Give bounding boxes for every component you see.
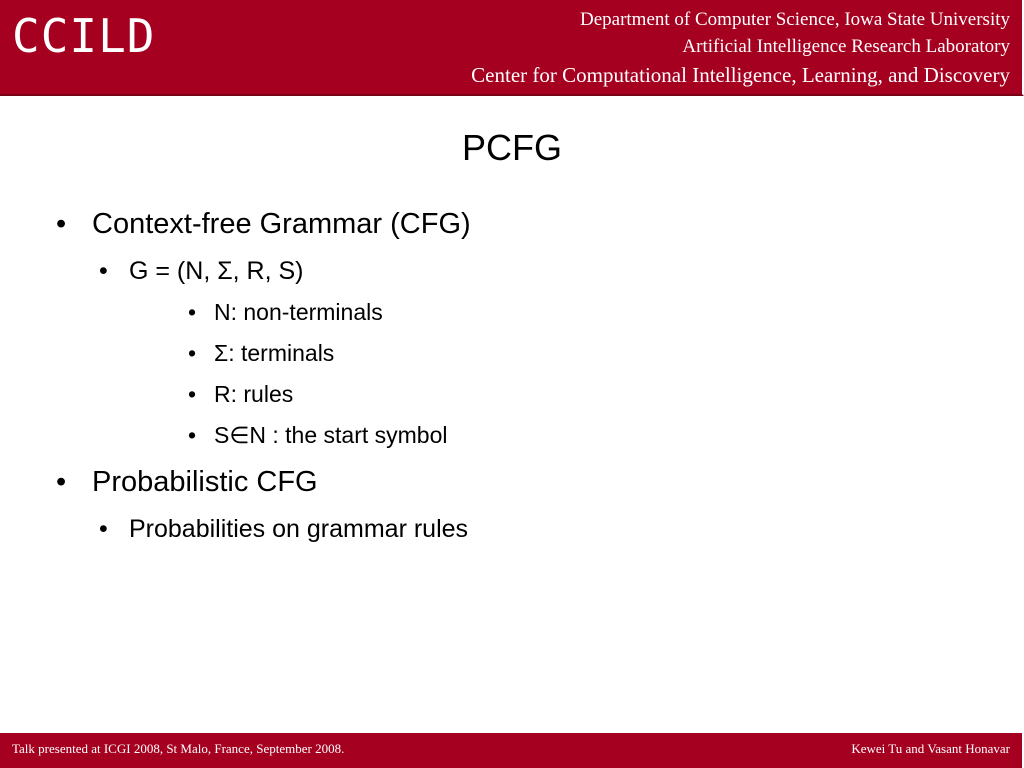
bullet-text: N: non-terminals bbox=[214, 299, 383, 325]
bullet-item-grammar-tuple bbox=[99, 256, 304, 286]
bullet-text: Σ: terminals bbox=[214, 340, 335, 366]
bullet-item-cfg bbox=[56, 207, 471, 241]
bullet-item-start-symbol bbox=[188, 421, 448, 449]
affiliation-department: Department of Computer Science, Iowa State University bbox=[579, 9, 1010, 30]
affiliation-lab: Artificial Intelligence Research Laboratory bbox=[682, 36, 1010, 57]
bullet-item-nonterminals bbox=[188, 298, 383, 326]
bullet-item-pcfg bbox=[56, 465, 318, 499]
bullet-marker: • bbox=[188, 381, 197, 407]
bullet-item-terminals bbox=[188, 339, 335, 367]
bullet-marker: • bbox=[99, 515, 108, 543]
ccild-logo: CCILD bbox=[12, 9, 156, 63]
bullet-text: Probabilities on grammar rules bbox=[129, 515, 469, 543]
bullet-text: G = (N, Σ, R, S) bbox=[129, 257, 304, 285]
bullet-text: Probabilistic CFG bbox=[92, 466, 318, 498]
bullet-item-rules bbox=[188, 380, 294, 408]
bullet-item-probabilities bbox=[99, 514, 469, 544]
bullet-text: S∈N : the start symbol bbox=[214, 422, 448, 448]
bullet-marker: • bbox=[99, 257, 108, 285]
bullet-marker: • bbox=[188, 299, 197, 325]
footer-authors: Kewei Tu and Vasant Honavar bbox=[851, 741, 1010, 756]
affiliation-center: Center for Computational Intelligence, Learning, and Discovery bbox=[471, 63, 1010, 87]
bullet-text: R: rules bbox=[214, 381, 294, 407]
slide-title: PCFG bbox=[461, 127, 562, 168]
bullet-marker: • bbox=[56, 466, 67, 498]
footer-banner bbox=[0, 733, 1024, 768]
bullet-marker: • bbox=[188, 422, 197, 448]
bullet-marker: • bbox=[56, 208, 67, 240]
footer-talk-info: Talk presented at ICGI 2008, St Malo, France, September 2008. bbox=[12, 741, 345, 756]
bullet-marker: • bbox=[188, 340, 197, 366]
bullet-text: Context-free Grammar (CFG) bbox=[92, 208, 471, 240]
